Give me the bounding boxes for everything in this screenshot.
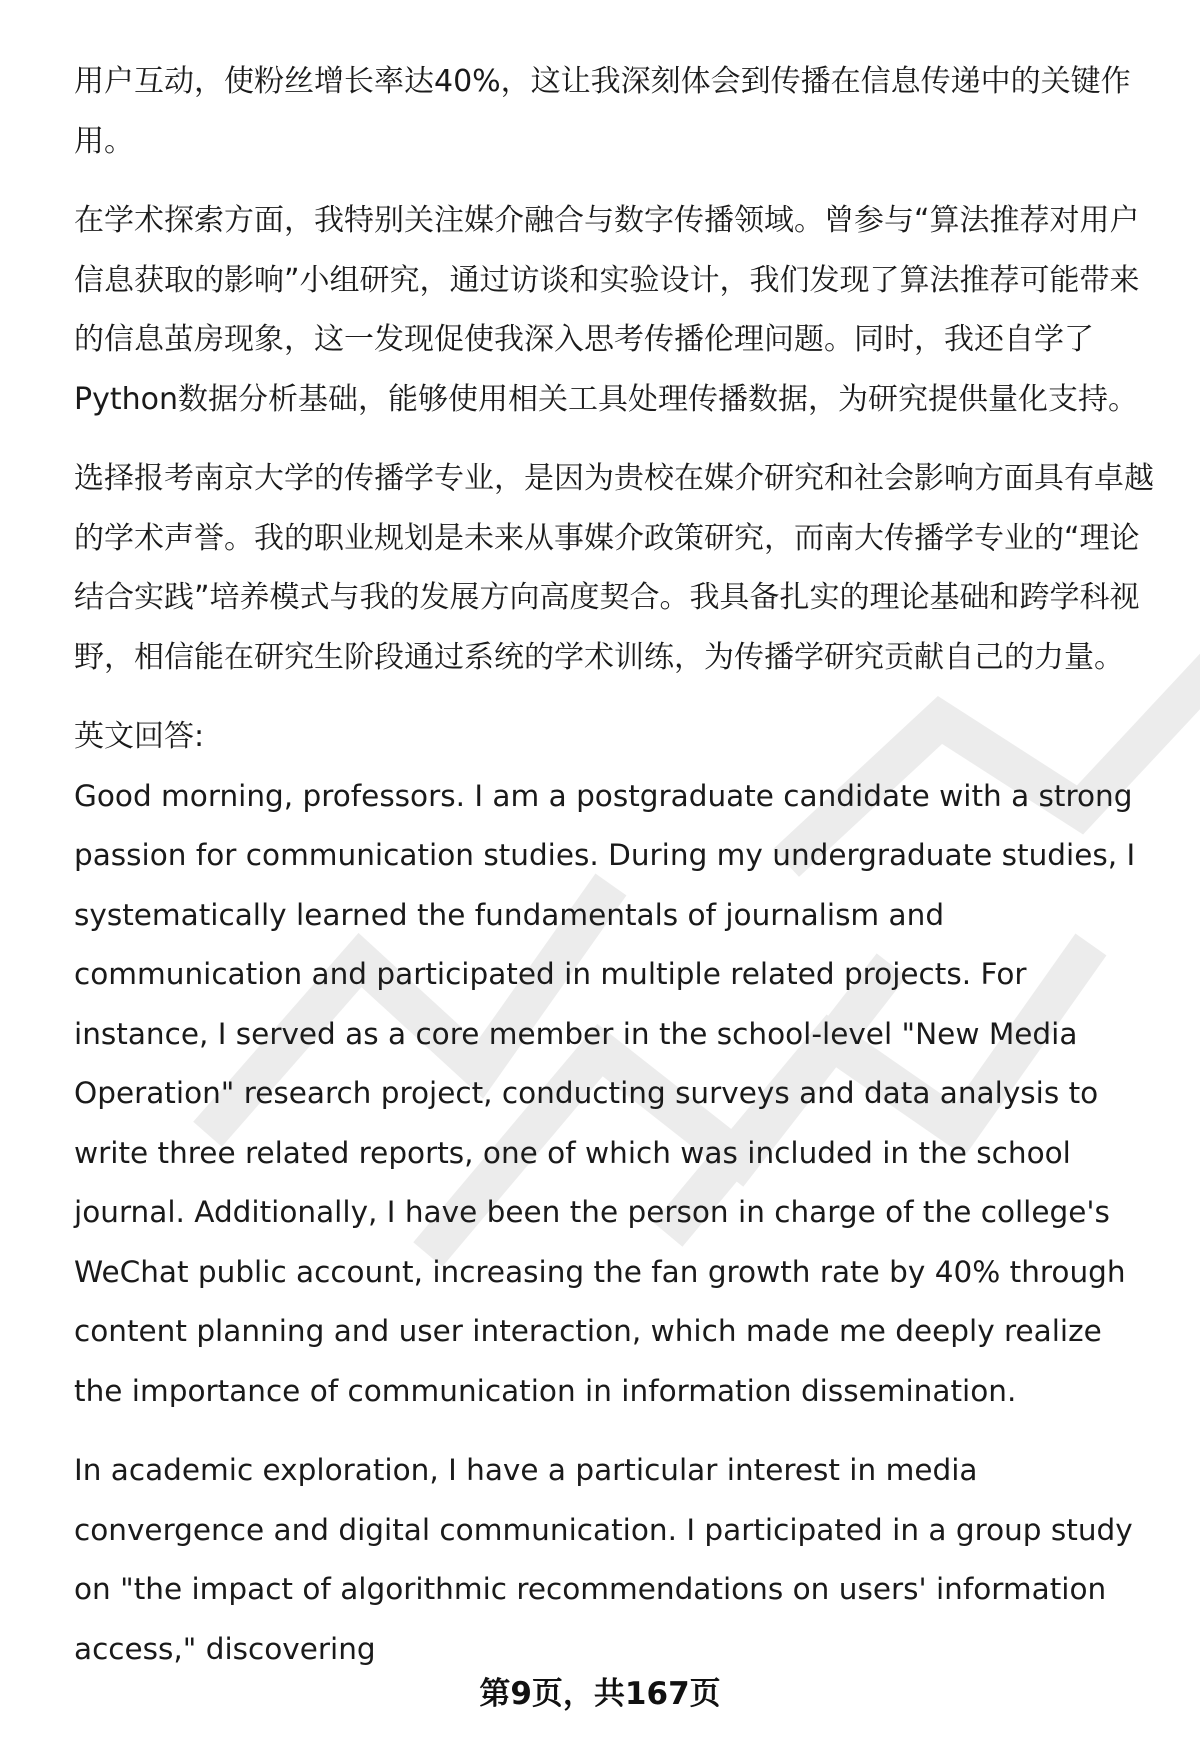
paragraph-en-1: Good morning, professors. I am a postgraduate candidate with a strong passion for communication studies. During my undergraduate studies, I systematically learned the fundamentals of journalism and communication and participated in multiple related projects. For instance, I served as a core member in the school-level "New Media Operation" research project, conducting surveys and data analysis to write three related reports, one of which was included in the school journal. Additionally, I have been the person in charge of the college's WeChat public account, increasing the fan growth rate by 40% through content planning and user interaction, which made me deeply realize the importance of communication in information dissemination. (74, 778, 1136, 1408)
paragraph-cn-3: 选择报考南京大学的传播学专业，是因为贵校在媒介研究和社会影响方面具有卓越的学术声誉。我的职业规划是未来从事媒介政策研究，而南大传播学专业的“理论结合实践”培养模式与我的发展方向高度契合。我具备扎实的理论基础和跨学科视野，相信能在研究生阶段通过系统的学术训练，为传播学研究贡献自己的力量。 (74, 461, 1154, 675)
page-footer: 第9页，共167页 (479, 1676, 721, 1712)
paragraph-en-2: In academic exploration, I have a particular interest in media convergence and digital communication. I participated in a group study on "the impact of algorithmic recommendations on users' information access," discovering (74, 1453, 1133, 1666)
document-body (74, 52, 1154, 1699)
paragraph-cn-1: 用户互动，使粉丝增长率达40%，这让我深刻体会到传播在信息传递中的关键作用。 (74, 64, 1131, 159)
paragraph-cn-2: 在学术探索方面，我特别关注媒介融合与数字传播领域。曾参与“算法推荐对用户信息获取的影响”小组研究，通过访谈和实验设计，我们发现了算法推荐可能带来的信息茧房现象，这一发现促使我深入思考传播伦理问题。同时，我还自学了Python数据分析基础，能够使用相关工具处理传播数据，为研究提供量化支持。 (74, 203, 1140, 417)
english-answer-label: 英文回答: (74, 719, 205, 754)
